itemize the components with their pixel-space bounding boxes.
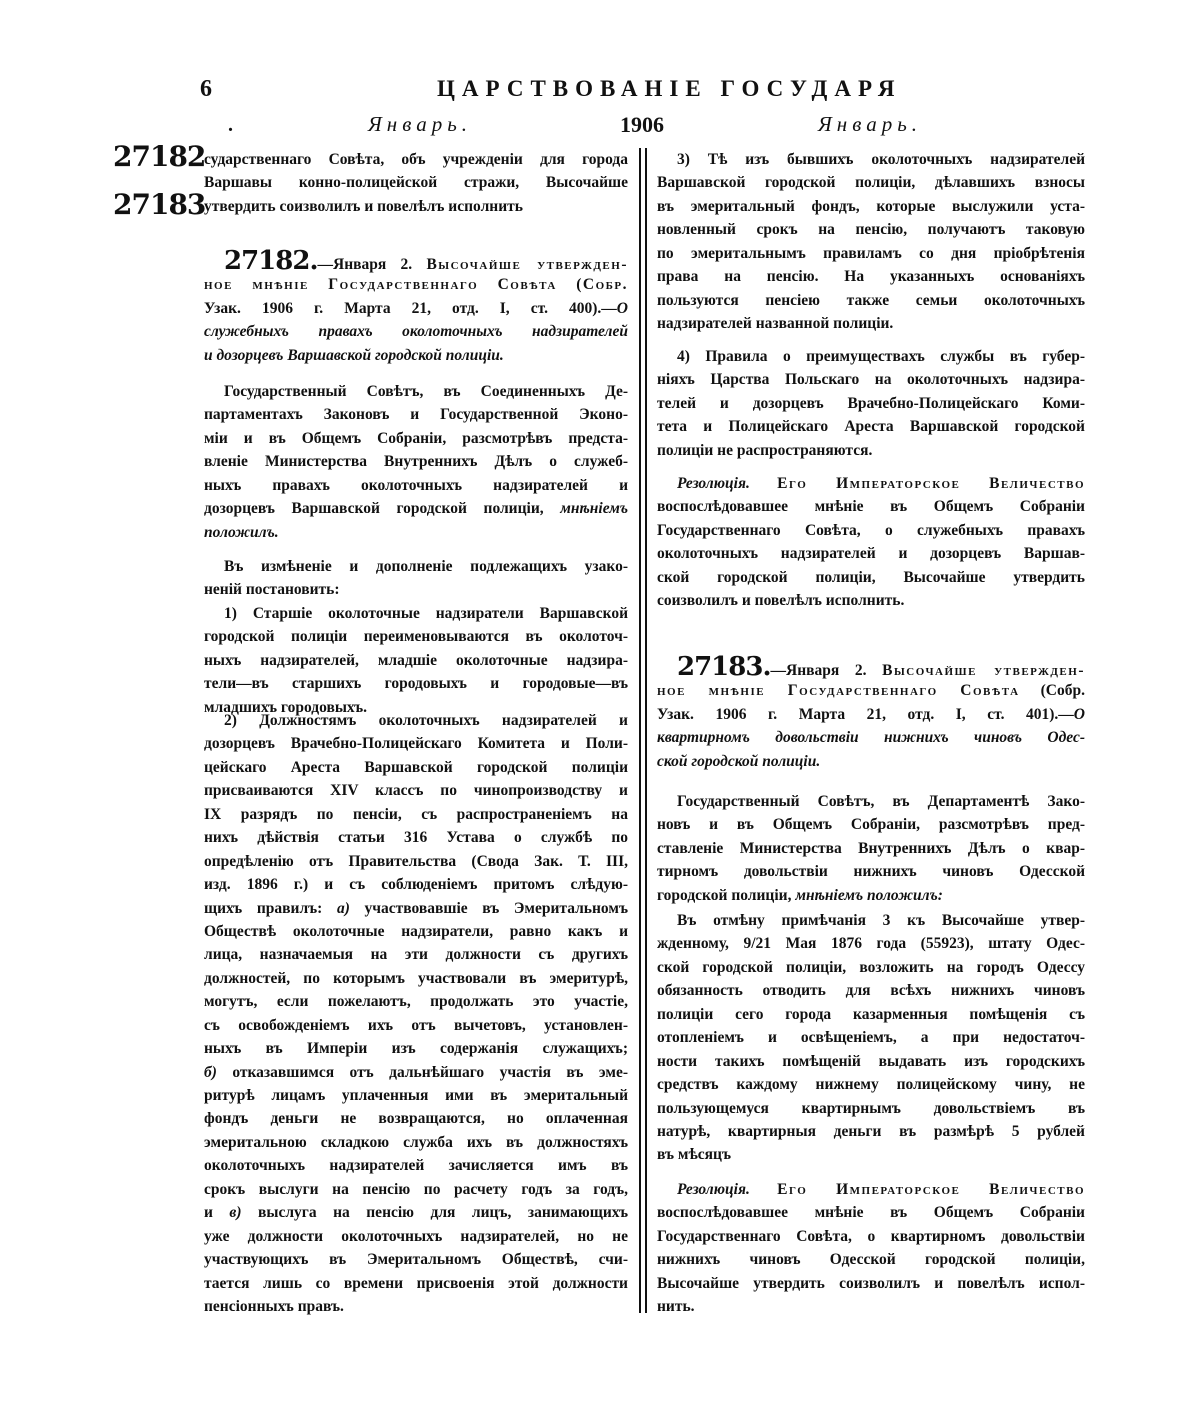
text-line	[657, 1120, 1085, 1143]
month-left: Январь.	[368, 112, 472, 136]
text-line	[204, 195, 628, 218]
text-line	[657, 1201, 1085, 1224]
text-line	[657, 1003, 1085, 1026]
text-segment: пользующемуся квартирнымъ довольствіемъ въ	[657, 1099, 1085, 1117]
italic-text: положилъ.	[204, 523, 279, 541]
text-line	[657, 1248, 1085, 1271]
text-segment: —Января 2.	[770, 662, 883, 679]
text-line	[657, 392, 1085, 415]
text-segment: цейскаго Ареста Варшавской городской полиціи	[204, 758, 628, 776]
text-line	[204, 1201, 628, 1224]
text-segment: и	[204, 1204, 230, 1222]
text-segment: Государственнаго Совѣта, о служебныхъ правахъ	[657, 521, 1085, 539]
text-line	[657, 345, 1085, 368]
text-segment: ности такихъ помѣщеній выдавать изъ городскихъ	[657, 1052, 1085, 1070]
text-line	[657, 495, 1085, 518]
text-segment: Обществѣ околоточные надзиратели, равно какъ и	[204, 922, 628, 940]
text-segment: фондъ деньги не возвращаются, но оплаченная	[204, 1110, 628, 1128]
text-line	[204, 297, 628, 320]
text-line	[657, 195, 1085, 218]
text-line	[657, 472, 1085, 495]
text-line	[204, 1154, 628, 1177]
paragraph	[657, 1178, 1085, 1319]
text-segment: тета и Полицейскаго Ареста Варшавской городской	[657, 418, 1085, 436]
entry-number: 27182.	[224, 246, 318, 276]
text-line	[204, 171, 628, 194]
entry-heading	[657, 652, 1085, 773]
text-segment: опредѣленію отъ Правительства (Свода Зак. Т. III,	[204, 852, 628, 870]
text-segment: ныхъ надзирателей, младшіе околоточные надзира-	[204, 651, 628, 669]
text-line	[657, 652, 1085, 682]
italic-text: и дозорцевъ Варшавской городской полиціи.	[204, 346, 504, 364]
text-segment: въ мѣсяцъ	[657, 1146, 731, 1164]
text-line	[204, 873, 628, 896]
text-segment: ніяхъ Царства Польскаго на околоточныхъ надзира-	[657, 371, 1085, 389]
text-line	[204, 943, 628, 966]
text-segment: Узак. 1906 г. Марта 21, отд. I, ст. 401).—	[657, 705, 1074, 723]
paragraph	[204, 709, 628, 1318]
text-segment: младшихъ городовыхъ.	[204, 698, 368, 716]
small-caps-text: Высочайше утвержден-	[426, 256, 628, 273]
text-segment: въ эмеритальный фондъ, которые выслужили уста-	[657, 197, 1085, 215]
text-segment: нить.	[657, 1298, 695, 1316]
text-segment: лица, назначаемыя на эти должности съ другихъ	[204, 946, 628, 964]
text-segment: по эмеритальнымъ правиламъ со дня пріобрѣтенія	[657, 244, 1085, 262]
text-line	[204, 578, 628, 601]
small-caps-text: Высочайше утвержден-	[882, 662, 1085, 679]
text-line	[204, 803, 628, 826]
text-segment: ныхъ правахъ околоточныхъ надзирателей и	[204, 476, 628, 494]
text-line	[657, 519, 1085, 542]
text-line	[204, 1131, 628, 1154]
text-segment: новъ и въ Общемъ Собраніи, разсмотрѣвъ пред-	[657, 816, 1085, 834]
text-line	[204, 344, 628, 367]
text-segment: присваиваются XIV классъ по чинопроизводству и	[204, 782, 628, 800]
text-line	[657, 860, 1085, 883]
italic-text: мнѣніемъ положилъ:	[795, 886, 943, 904]
text-segment: Варшавской городской полиціи, дѣлавшихъ взносы	[657, 174, 1085, 192]
text-line	[657, 703, 1085, 726]
text-line	[657, 1272, 1085, 1295]
text-line	[204, 1248, 628, 1271]
text-segment: полиціи сего города казарменныя помѣщенія съ	[657, 1005, 1085, 1023]
text-line	[657, 312, 1085, 335]
text-segment: средствъ каждому нижнему полицейскому чину, не	[657, 1076, 1085, 1094]
text-segment: щихъ правилъ:	[204, 899, 337, 917]
paragraph	[204, 380, 628, 544]
text-line	[204, 625, 628, 648]
text-line	[204, 1107, 628, 1130]
column-divider	[639, 148, 641, 1313]
text-line	[657, 726, 1085, 749]
text-segment: 3) Тѣ изъ бывшихъ околоточныхъ надзирателей	[677, 151, 1085, 168]
text-line	[204, 273, 628, 296]
text-segment: Государственный Совѣтъ, въ Департаментѣ Зако-	[677, 793, 1085, 810]
column-divider	[645, 148, 647, 1313]
text-segment: пенсіонныхъ правъ.	[204, 1297, 344, 1315]
year: 1906	[620, 112, 664, 137]
text-line	[657, 542, 1085, 565]
text-line	[204, 320, 628, 343]
text-segment: околоточныхъ надзирателей и дозорцевъ Варшав-	[657, 545, 1085, 563]
italic-text: в)	[229, 1204, 242, 1222]
text-line	[204, 756, 628, 779]
text-segment: утвердить соизволилъ и повелѣлъ исполнить	[204, 197, 523, 215]
text-segment: тирномъ довольствіи нижнихъ чиновъ Одесской	[657, 863, 1085, 881]
text-line	[657, 415, 1085, 438]
text-segment: нихъ дѣйствія статьи 316 Устава о службѣ по	[204, 829, 628, 847]
text-line	[657, 884, 1085, 907]
text-line	[204, 709, 628, 732]
text-segment: участвующихъ въ Эмеритальномъ Обществѣ, счи-	[204, 1251, 628, 1269]
text-segment: ныхъ въ Имперіи изъ содержанія служащихъ;	[204, 1040, 628, 1058]
text-segment: городской полиціи переименовываются въ околоточ-	[204, 628, 628, 646]
italic-text: Резолюція.	[677, 1181, 750, 1198]
text-line	[204, 450, 628, 473]
margin-number-27182: 27182	[113, 140, 206, 173]
text-segment: изд. 1896 г.) и съ соблюденіемъ притомъ слѣдую-	[204, 876, 628, 894]
text-segment: Въ отмѣну примѣчанія 3 къ Высочайше утвер-	[677, 912, 1085, 929]
text-line	[204, 602, 628, 625]
text-segment: телей и дозорцевъ Врачебно-Полицейскаго Коми-	[657, 394, 1085, 412]
text-line	[204, 1178, 628, 1201]
text-line	[204, 1225, 628, 1248]
text-segment: обязанность отводить для всѣхъ нижнихъ чиновъ	[657, 982, 1085, 1000]
text-line	[657, 171, 1085, 194]
text-line	[657, 439, 1085, 462]
text-segment: новленный срокъ на пенсію, получаютъ таковую	[657, 221, 1085, 239]
text-segment: надзирателей названной полиціи.	[657, 315, 894, 333]
text-line	[657, 932, 1085, 955]
text-line	[204, 850, 628, 873]
text-line	[657, 750, 1085, 773]
text-segment: Въ измѣненіе и дополненіе подлежащихъ узако-	[224, 558, 628, 575]
text-segment: 2) Должностямъ околоточныхъ надзирателей и	[224, 712, 628, 729]
text-line	[204, 1014, 628, 1037]
text-segment: эмеритальною складкою служба ихъ въ должностяхъ	[204, 1133, 628, 1151]
text-segment: Узак. 1906 г. Марта 21, отд. I, ст. 400).—	[204, 299, 617, 317]
paragraph	[657, 345, 1085, 462]
text-segment: отопленіемъ и освѣщеніемъ, а при недостаточ-	[657, 1029, 1085, 1047]
text-line	[657, 242, 1085, 265]
text-segment: нижнихъ чиновъ Одесской городской полиціи,	[657, 1251, 1085, 1269]
text-line	[204, 1272, 628, 1295]
text-segment: (Собр.	[1019, 682, 1085, 700]
text-line	[204, 403, 628, 426]
text-line	[657, 956, 1085, 979]
text-line	[657, 218, 1085, 241]
paragraph	[657, 909, 1085, 1167]
text-segment: натурѣ, квартирныя деньги въ размѣрѣ 5 рублей	[657, 1122, 1085, 1140]
text-line	[204, 649, 628, 672]
text-segment: Государственнаго Совѣта, о квартирномъ довольствіи	[657, 1227, 1085, 1245]
text-segment: ставленіе Министерства Внутреннихъ Дѣлъ о квар-	[657, 839, 1085, 857]
text-segment: —Января 2.	[317, 256, 427, 273]
text-segment: 4) Правила о преимуществахъ службы въ губер-	[677, 348, 1085, 365]
text-line	[657, 1073, 1085, 1096]
text-segment: городской полиціи,	[657, 886, 796, 904]
small-caps-text: ное мнѣніе Государственнаго Совѣта (Собр.	[204, 276, 628, 294]
text-line	[657, 679, 1085, 702]
text-segment: тели—въ старшихъ городовыхъ и городовые—въ	[204, 675, 628, 693]
italic-text: а)	[336, 899, 350, 917]
text-segment: срокъ выслуги на пенсію по расчету годъ за годъ,	[204, 1180, 628, 1198]
text-segment: IX разрядъ по пенсіи, съ распространеніемъ на	[204, 805, 628, 823]
text-line	[204, 897, 628, 920]
text-segment: 1) Старшіе околоточные надзиратели Варшавской	[224, 605, 628, 622]
text-line	[204, 497, 628, 520]
paragraph	[204, 602, 628, 719]
text-segment: партаментахъ Законовъ и Государственной Эконо-	[204, 406, 628, 424]
text-segment: воспослѣдовавшее мнѣніе въ Общемъ Собраніи	[657, 498, 1085, 516]
entry-heading	[204, 246, 628, 367]
margin-number-27183: 27183	[113, 188, 206, 221]
text-line	[657, 1178, 1085, 1201]
text-line	[204, 672, 628, 695]
text-segment: выслуга на пенсію для лицъ, занимающихъ	[241, 1204, 628, 1222]
text-segment: неній постановить:	[204, 581, 340, 599]
text-line	[204, 521, 628, 544]
text-segment: полиціи не распространяются.	[657, 441, 873, 459]
text-line	[204, 920, 628, 943]
italic-text: квартирномъ довольствіи нижнихъ чиновъ Одес-	[657, 729, 1085, 747]
text-line	[657, 813, 1085, 836]
text-segment: Высочайше утвердить соизволилъ и повелѣлъ испол-	[657, 1274, 1085, 1292]
italic-text: мнѣніемъ	[560, 500, 628, 518]
text-segment: должностей, по которымъ участвовали въ эмеритурѣ,	[204, 969, 628, 987]
italic-text: ской городской полиціи.	[657, 752, 821, 770]
text-segment: отказавшимся отъ дальнѣйшаго участія въ эме-	[216, 1063, 628, 1081]
text-line	[204, 967, 628, 990]
paragraph	[204, 555, 628, 602]
text-line	[657, 1026, 1085, 1049]
text-segment: Государственный Совѣтъ, въ Соединенныхъ Де-	[224, 383, 628, 400]
paragraph	[657, 790, 1085, 907]
text-line	[204, 474, 628, 497]
italic-text: б)	[204, 1063, 217, 1081]
text-line	[657, 368, 1085, 391]
text-line	[657, 566, 1085, 589]
text-segment: дозорцевъ Врачебно-Полицейскаго Комитета и Поли-	[204, 735, 628, 753]
text-segment: ритурѣ лицамъ уплаченныя ими въ эмеритальный	[204, 1087, 628, 1104]
running-title: ЦАРСТВОВАНІЕ ГОСУДАРЯ	[437, 76, 902, 101]
text-segment: жденному, 9/21 Мая 1876 года (55923), штату Одес-	[657, 935, 1085, 953]
text-line	[657, 589, 1085, 612]
paragraph	[657, 472, 1085, 613]
text-line	[657, 1097, 1085, 1120]
text-line	[204, 148, 628, 171]
text-segment: ской городской полиціи, возложить на городъ Одессу	[657, 958, 1085, 976]
text-line	[204, 779, 628, 802]
text-segment	[750, 1181, 777, 1198]
text-segment: міи и въ Общемъ Собраніи, разсмотрѣвъ предста-	[204, 429, 628, 447]
text-segment: околоточныхъ надзирателей зачисляется имъ въ	[204, 1157, 628, 1175]
text-line	[204, 1037, 628, 1060]
month-right: Январь.	[818, 112, 922, 136]
text-segment: воспослѣдовавшее мнѣніе въ Общемъ Собраніи	[657, 1204, 1085, 1222]
text-line	[204, 826, 628, 849]
text-segment: участвовавшіе въ Эмеритальномъ	[349, 899, 628, 917]
header-dot: .	[228, 114, 233, 136]
text-segment: сударственнаго Совѣта, объ учрежденіи для города	[204, 151, 628, 168]
text-segment: ской городской полиціи, Высочайше утвердить	[657, 568, 1085, 586]
text-segment: пользуются пенсіею также семьи околоточныхъ	[657, 291, 1085, 309]
text-segment: уже должности околоточныхъ надзирателей, но не	[204, 1227, 628, 1245]
paragraph	[657, 148, 1085, 336]
text-segment: Варшавы конно-полицейской стражи, Высочайше	[204, 174, 628, 192]
text-line	[657, 790, 1085, 813]
text-line	[657, 909, 1085, 932]
italic-text: служебныхъ правахъ околоточныхъ надзирателей	[204, 323, 628, 341]
text-line	[657, 148, 1085, 171]
text-line	[657, 979, 1085, 1002]
text-line	[204, 1084, 628, 1107]
italic-text: Резолюція.	[677, 475, 750, 492]
text-line	[204, 555, 628, 578]
text-line	[657, 1295, 1085, 1318]
italic-text: О	[616, 299, 628, 317]
text-segment: вленіе Министерства Внутреннихъ Дѣлъ о служеб-	[204, 453, 628, 471]
text-line	[204, 380, 628, 403]
text-line	[204, 1295, 628, 1318]
page-number: 6	[200, 76, 212, 102]
text-segment: могутъ, если пожелаютъ, продолжать это участіе,	[204, 993, 628, 1011]
text-line	[204, 732, 628, 755]
text-segment: тается лишь со времени присвоенія этой должности	[204, 1274, 628, 1292]
text-line	[657, 289, 1085, 312]
text-segment: дозорцевъ Варшавской городской полиціи,	[204, 500, 561, 518]
text-line	[657, 1225, 1085, 1248]
text-segment: права на пенсію. На указанныхъ основаніяхъ	[657, 268, 1085, 286]
text-line	[657, 265, 1085, 288]
small-caps-text: Его Императорское Величество	[777, 1181, 1085, 1198]
entry-number: 27183.	[677, 652, 771, 682]
italic-text: О	[1073, 705, 1085, 723]
text-line	[204, 1061, 628, 1084]
text-line	[657, 837, 1085, 860]
continued-text	[204, 148, 628, 218]
text-segment: соизволилъ и повелѣлъ исполнить.	[657, 592, 905, 610]
text-segment: съ освобожденіемъ ихъ отъ вычетовъ, установлен-	[204, 1016, 628, 1034]
text-line	[657, 1050, 1085, 1073]
text-line	[204, 990, 628, 1013]
small-caps-text: ное мнѣніе Государственнаго Совѣта	[657, 682, 1020, 700]
text-line	[657, 1143, 1085, 1166]
text-segment	[750, 475, 777, 492]
text-line	[204, 427, 628, 450]
small-caps-text: Его Императорское Величество	[777, 475, 1085, 492]
text-line	[204, 246, 628, 276]
